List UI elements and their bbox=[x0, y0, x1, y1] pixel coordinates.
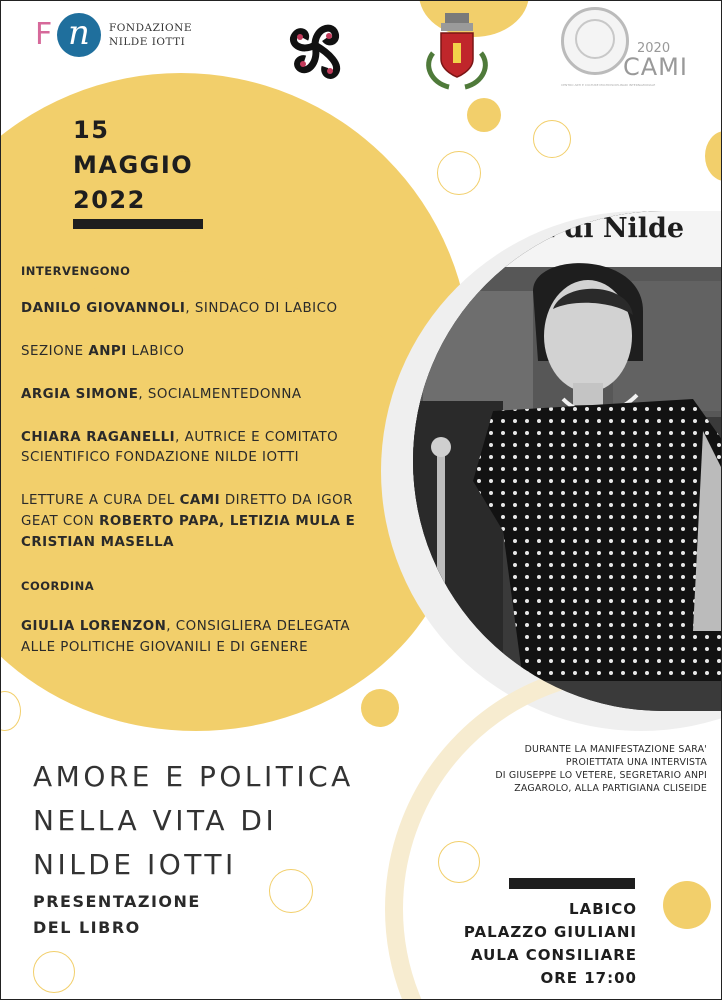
event-date bbox=[73, 113, 193, 218]
venue-room: AULA CONSILIARE bbox=[471, 946, 637, 964]
ring-left-edge bbox=[0, 691, 21, 731]
ring-dot-5 bbox=[33, 951, 75, 993]
speaker-1: DANILO GIOVANNOLI, SINDACO DI LABICO bbox=[21, 301, 338, 316]
venue-time: ORE 17:00 bbox=[540, 969, 637, 987]
yellow-dot-right-top bbox=[705, 131, 722, 181]
cami-year: 2020 bbox=[637, 41, 671, 56]
logo-text: FONDAZIONE NILDE IOTTI bbox=[109, 22, 192, 48]
venue-town: LABICO bbox=[569, 900, 637, 918]
venue-details bbox=[421, 898, 637, 990]
ring-dot-2 bbox=[437, 151, 481, 195]
venue-divider bbox=[509, 878, 635, 889]
title-line-3: NILDE IOTTI bbox=[33, 848, 237, 881]
speaker-4: CHIARA RAGANELLI, AUTRICE E COMITATO bbox=[21, 430, 339, 445]
venue-building: PALAZZO GIULIANI bbox=[463, 923, 637, 941]
photo-caption: vita di Nilde bbox=[499, 213, 685, 244]
speaker-3: ARGIA SIMONE, SOCIALMENTEDONNA bbox=[21, 387, 302, 402]
ring-dot-3 bbox=[438, 841, 480, 883]
coat-of-arms-icon bbox=[419, 9, 495, 93]
date-month: MAGGIO bbox=[73, 151, 194, 179]
cami-tagline: CENTRO ARTI E CULTURE MULTIDISCIPLINARI INTERNAZIONALE bbox=[561, 83, 656, 87]
triskele-icon bbox=[275, 9, 355, 87]
presentation-subtitle bbox=[33, 889, 201, 941]
cami-name: CAMI bbox=[623, 53, 688, 81]
fondazione-logo bbox=[35, 13, 225, 59]
title-line-2: NELLA VITA DI bbox=[33, 804, 278, 837]
subtitle-line-2: DEL LIBRO bbox=[33, 918, 141, 937]
date-divider bbox=[73, 219, 203, 229]
subtitle-line-1: PRESENTAZIONE bbox=[33, 892, 201, 911]
coordinator-line2: ALLE POLITICHE GIOVANILI E DI GENERE bbox=[21, 640, 309, 655]
yellow-dot-mid bbox=[361, 689, 399, 727]
yellow-dot-bottom-right bbox=[663, 881, 711, 929]
interview-note: DURANTE LA MANIFESTAZIONE SARA' PROIETTATA UNA INTERVISTA DI GIUSEPPE LO VETERE, SEGRETARIO ANPI ZAGAROLO, ALLA PARTIGIANA CLISEIDE bbox=[495, 744, 707, 794]
date-day: 15 bbox=[73, 116, 110, 144]
coordinator-heading: COORDINA bbox=[21, 579, 95, 593]
coordinator: GIULIA LORENZON, CONSIGLIERA DELEGATA bbox=[21, 619, 351, 634]
readings-line3: CRISTIAN MASELLA bbox=[21, 535, 175, 550]
readings-line1: LETTURE A CURA DEL CAMI DIRETTO DA IGOR bbox=[21, 493, 353, 508]
logo-letter-n: n bbox=[57, 13, 101, 57]
logo-letter-f: F bbox=[35, 17, 53, 52]
date-year: 2022 bbox=[73, 186, 146, 214]
speaker-4-line2: SCIENTIFICO FONDAZIONE NILDE IOTTI bbox=[21, 450, 300, 465]
cami-shell-inner bbox=[575, 19, 615, 59]
readings-line2: GEAT CON ROBERTO PAPA, LETIZIA MULA E bbox=[21, 514, 356, 529]
yellow-dot-1 bbox=[467, 98, 501, 132]
speaker-2: SEZIONE ANPI LABICO bbox=[21, 344, 185, 359]
ring-dot-1 bbox=[533, 120, 571, 158]
cami-logo bbox=[557, 3, 689, 93]
speakers-heading: INTERVENGONO bbox=[21, 264, 131, 278]
book-title bbox=[33, 755, 354, 887]
title-line-1: AMORE E POLITICA bbox=[33, 760, 354, 793]
